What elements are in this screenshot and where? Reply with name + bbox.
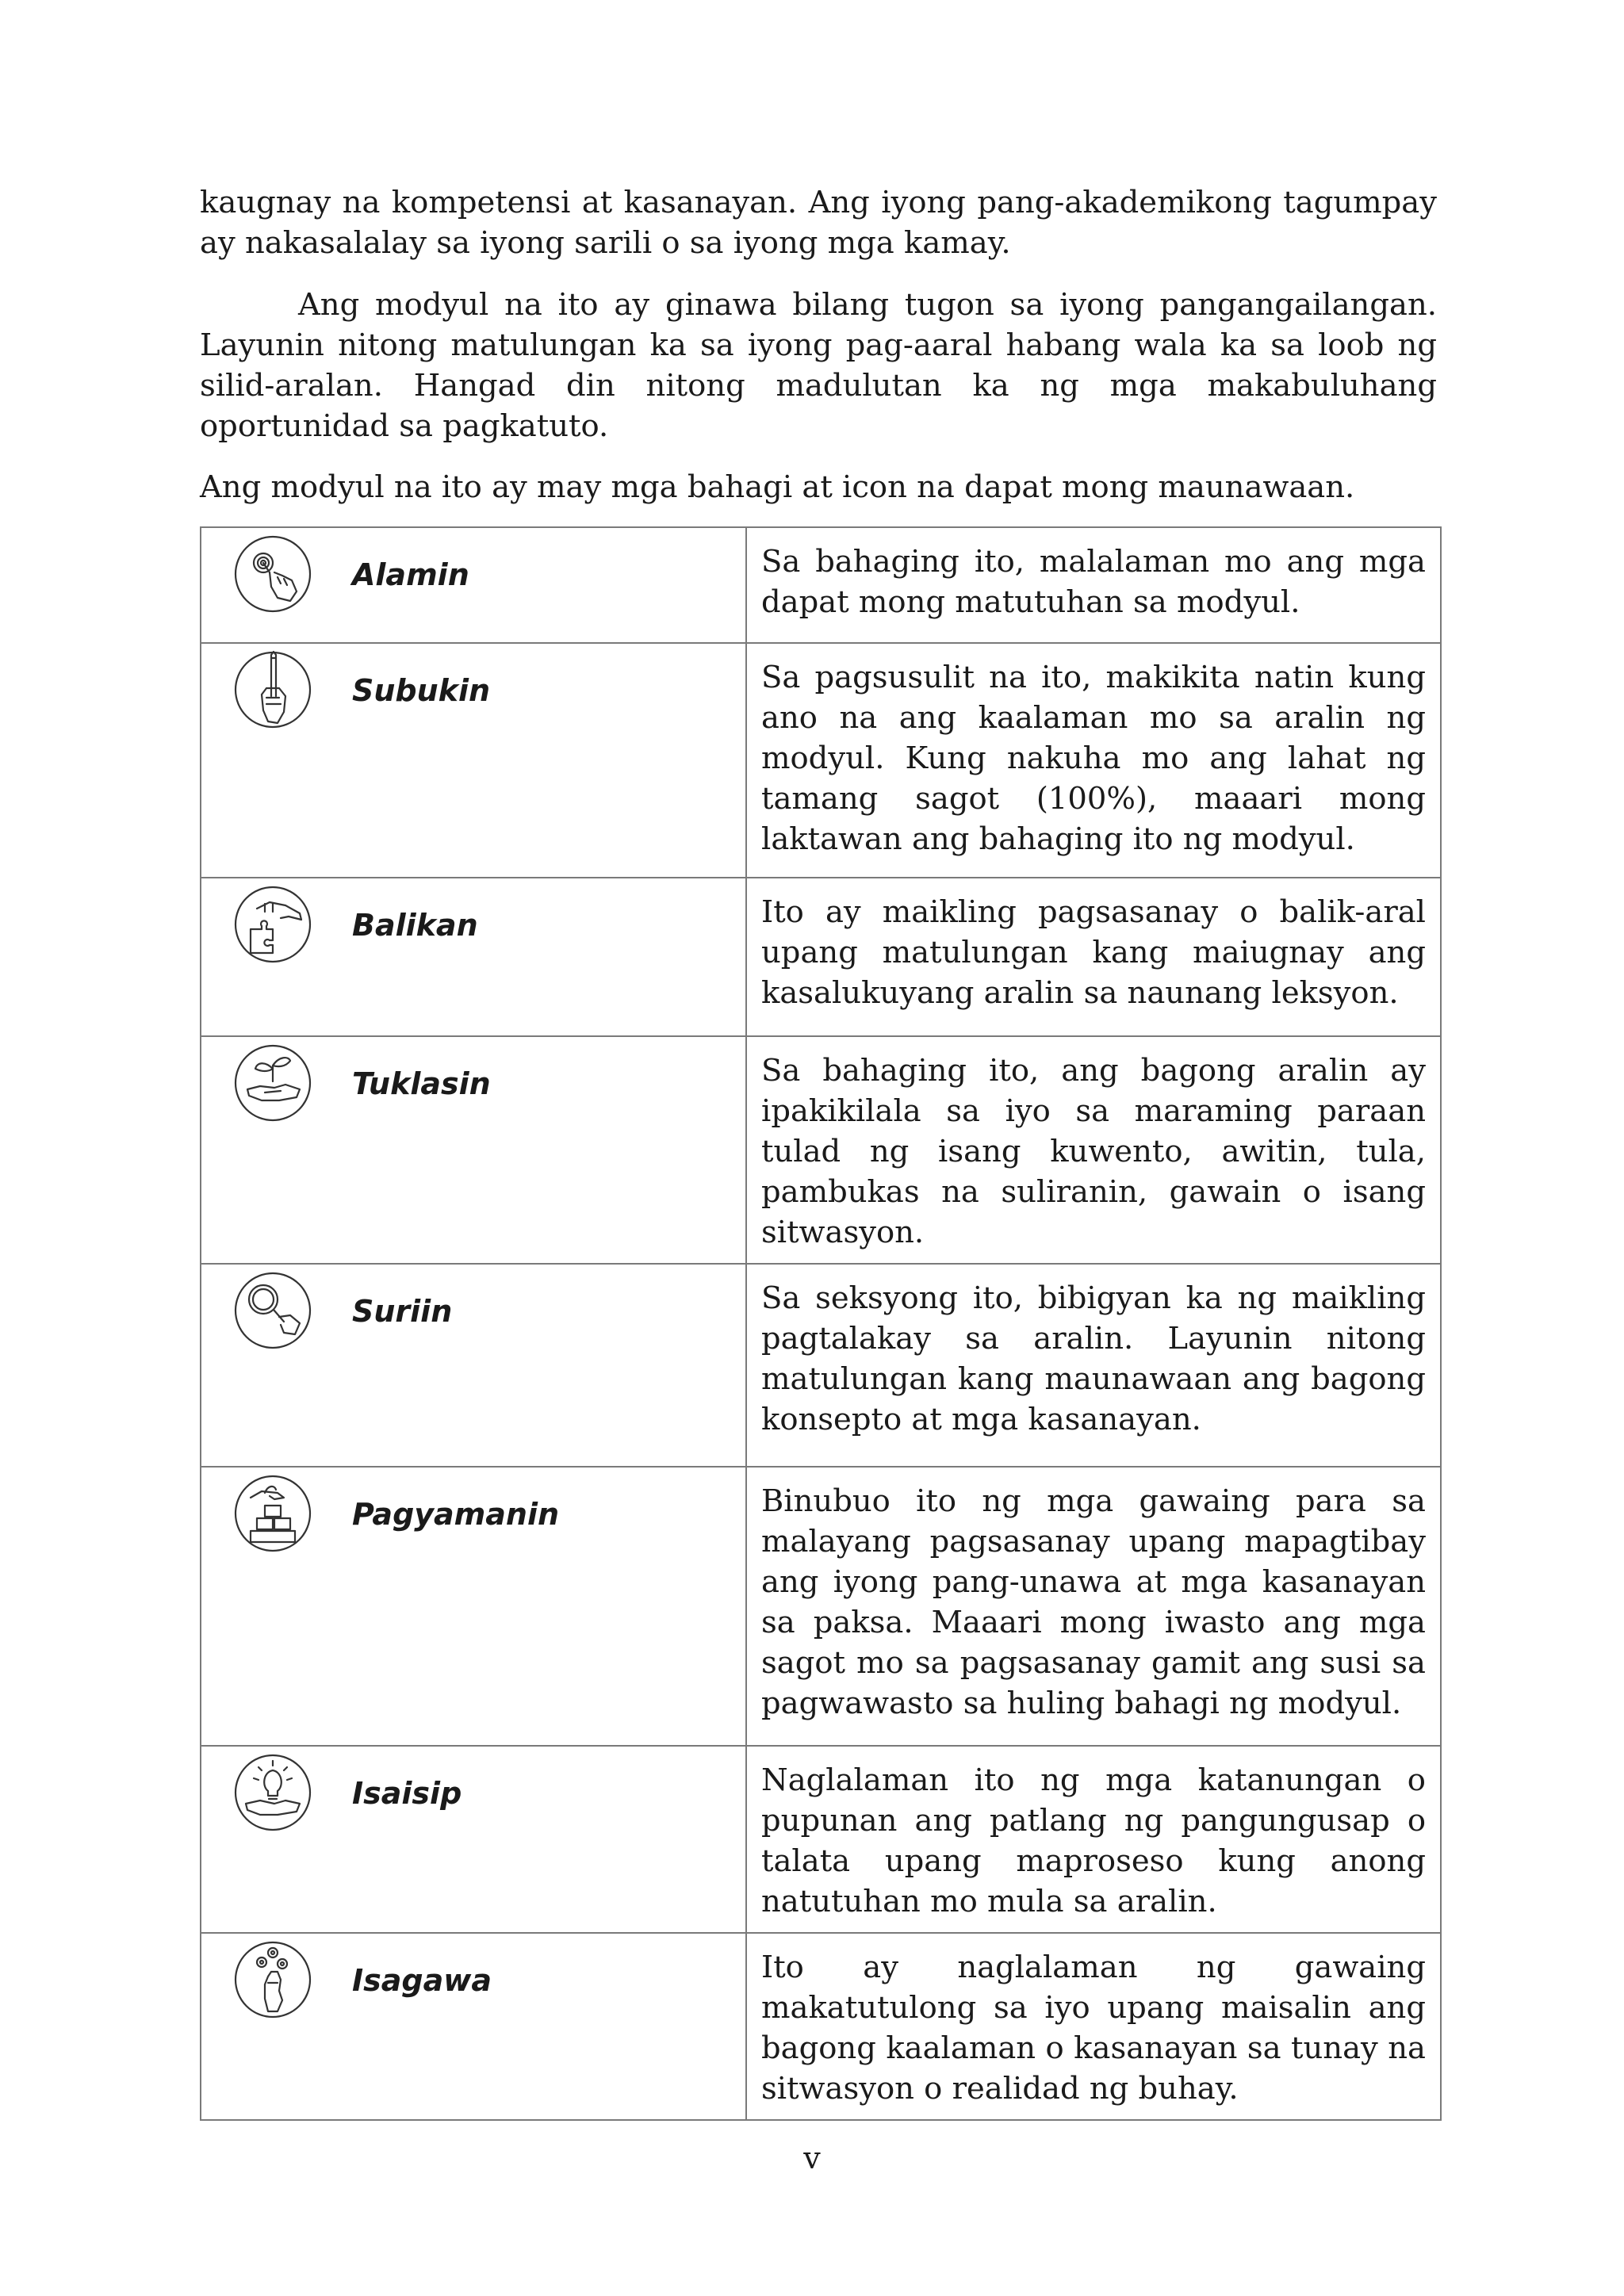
section-description: Sa seksyong ito, bibigyan ka ng maikling pagtalakay sa aralin. Layunin nitong matulungan kang maunawaan ang bagong konsepto at mga kasanayan.: [761, 1280, 1426, 1437]
section-description: Ito ay maikling pagsasanay o balik-aral upang matulungan kang maiugnay ang kasalukuyang aralin sa naunang leksyon.: [761, 894, 1426, 1011]
table-row: [201, 1746, 1441, 1933]
paragraph-intro: kaugnay na kompetensi at kasanayan. Ang iyong pang-akademikong tagumpay ay nakasalalay sa iyong sarili o sa iyong mga kamay.: [200, 185, 1437, 261]
section-description-cell: [746, 1036, 1441, 1264]
section-description-cell: [746, 878, 1441, 1036]
hand-with-gears-icon: [233, 1940, 312, 2019]
section-description: Sa bahaging ito, ang bagong aralin ay ipakikilala sa iyo sa maraming paraan tulad ng isang kuwento, awitin, tula, pambukas na suliranin, gawain o isang sitwasyon.: [761, 1053, 1426, 1250]
table-row: [201, 878, 1441, 1036]
hand-with-sprout-icon: [233, 1043, 312, 1123]
section-description: Naglalaman ito ng mga katanungan o pupunan ang patlang ng pangungusap o talata upang maproseso kung anong natutuhan mo mula sa aralin.: [761, 1762, 1426, 1919]
section-label: Balikan: [352, 908, 478, 943]
section-name-cell: [201, 643, 746, 878]
paragraph-parts-intro: Ang modyul na ito ay may mga bahagi at icon na dapat mong maunawaan.: [200, 469, 1355, 505]
section-description-cell: [746, 1746, 1441, 1933]
magnifying-glass-icon: [233, 1271, 312, 1350]
section-label: Subukin: [352, 673, 491, 708]
document-body: [200, 182, 1437, 2121]
section-label: Tuklasin: [352, 1066, 491, 1101]
table-row: [201, 1467, 1441, 1746]
section-description-cell: [746, 643, 1441, 878]
table-row: [201, 1933, 1441, 2120]
page-number: v: [803, 2141, 821, 2175]
section-label: Isaisip: [352, 1776, 462, 1811]
section-label: Isagawa: [352, 1963, 492, 1998]
section-label: Suriin: [352, 1294, 453, 1329]
stacking-blocks-icon: [233, 1474, 312, 1553]
section-description-cell: [746, 1264, 1441, 1467]
table-row: [201, 527, 1441, 643]
section-name-cell: [201, 1746, 746, 1933]
section-description: Ito ay naglalaman ng gawaing makatutulong sa iyo upang maisalin ang bagong kaalaman o kasanayan sa tunay na sitwasyon o realidad ng buhay.: [761, 1950, 1426, 2107]
section-name-cell: [201, 1036, 746, 1264]
section-label: Alamin: [352, 557, 469, 592]
section-name-cell: [201, 1467, 746, 1746]
table-row: [201, 1036, 1441, 1264]
section-description-cell: [746, 527, 1441, 643]
puzzle-hand-icon: [233, 885, 312, 964]
paragraph-purpose: Ang modyul na ito ay ginawa bilang tugon sa iyong pangangailangan. Layunin nitong matulungan ka sa iyong pag-aaral habang wala ka sa loob ng silid-aralan. Hangad din nitong madulutan ka ng mga makabuluhang oportunidad sa pagkatuto.: [200, 287, 1437, 444]
hand-with-lightbulb-icon: [233, 1753, 312, 1832]
section-label: Pagyamanin: [352, 1497, 560, 1532]
pointing-finger-icon: [233, 534, 312, 614]
table-row: [201, 643, 1441, 878]
section-name-cell: [201, 527, 746, 643]
section-description-cell: [746, 1467, 1441, 1746]
section-description-cell: [746, 1933, 1441, 2120]
module-parts-table: [200, 526, 1442, 2121]
section-name-cell: [201, 878, 746, 1036]
section-description: Binubuo ito ng mga gawaing para sa malayang pagsasanay upang mapagtibay ang iyong pang-unawa at mga kasanayan sa paksa. Maaari mong iwasto ang mga sagot mo sa pagsasanay gamit ang susi sa pagwawasto sa huling bahagi ng modyul.: [761, 1483, 1426, 1721]
hand-holding-pencil-icon: [233, 650, 312, 729]
section-name-cell: [201, 1264, 746, 1467]
table-row: [201, 1264, 1441, 1467]
section-description: Sa bahaging ito, malalaman mo ang mga dapat mong matutuhan sa modyul.: [761, 544, 1426, 620]
section-description: Sa pagsusulit na ito, makikita natin kung ano na ang kaalaman mo sa aralin ng modyul. Kung nakuha mo ang lahat ng tamang sagot (100%), maaari mong laktawan ang bahaging ito ng modyul.: [761, 660, 1426, 857]
section-name-cell: [201, 1933, 746, 2120]
